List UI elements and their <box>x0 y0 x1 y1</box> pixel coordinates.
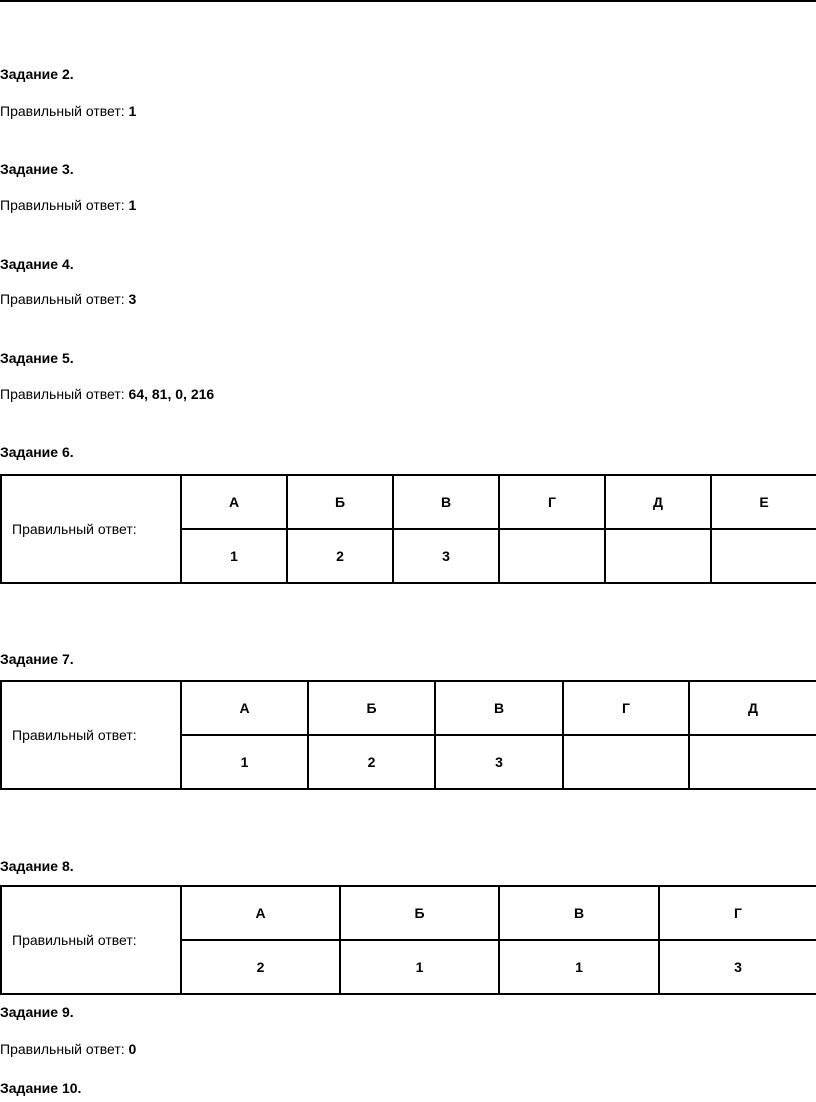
column-header: Б <box>287 475 393 529</box>
answer-label: Правильный ответ: <box>0 291 129 307</box>
task-2-heading: Задание 2. <box>0 66 74 82</box>
column-header: Д <box>605 475 711 529</box>
column-header: В <box>435 681 563 735</box>
task-6-heading: Задание 6. <box>0 444 74 460</box>
task-9-answer <box>0 1041 136 1057</box>
task-8-heading: Задание 8. <box>0 858 74 874</box>
answer-label: Правильный ответ: <box>0 1041 129 1057</box>
answer-cell: 1 <box>181 735 308 789</box>
answer-cell: 1 <box>499 940 659 994</box>
task-2-answer <box>0 103 136 119</box>
table-row <box>1 681 816 735</box>
table-row <box>1 886 816 940</box>
answer-cell <box>711 529 816 583</box>
answer-label: Правильный ответ: <box>0 386 129 402</box>
task-4-heading: Задание 4. <box>0 256 74 272</box>
column-header: Б <box>340 886 499 940</box>
answer-cell: 1 <box>340 940 499 994</box>
task-10-heading: Задание 10. <box>0 1080 82 1096</box>
answer-cell: 2 <box>181 940 340 994</box>
column-header: Б <box>308 681 435 735</box>
answer-cell <box>499 529 605 583</box>
top-rule <box>0 0 816 2</box>
table-label: Правильный ответ: <box>1 681 181 789</box>
task-8-answer-table <box>0 885 816 995</box>
table-row <box>1 475 816 529</box>
task-7-heading: Задание 7. <box>0 651 74 667</box>
answer-value: 0 <box>128 1041 137 1057</box>
task-6-answer-table <box>0 474 816 584</box>
table-label: Правильный ответ: <box>1 475 181 583</box>
column-header: Г <box>659 886 816 940</box>
answer-cell <box>563 735 689 789</box>
column-header: А <box>181 681 308 735</box>
task-3-answer <box>0 197 136 213</box>
column-header: А <box>181 475 287 529</box>
answer-cell <box>605 529 711 583</box>
task-7-answer-table <box>0 680 816 790</box>
answer-cell <box>689 735 816 789</box>
answer-label: Правильный ответ: <box>0 197 129 213</box>
column-header: Д <box>689 681 816 735</box>
task-4-answer <box>0 291 136 307</box>
task-3-heading: Задание 3. <box>0 161 74 177</box>
answer-value: 3 <box>128 291 137 307</box>
answer-cell: 3 <box>435 735 563 789</box>
answer-label: Правильный ответ: <box>0 103 129 119</box>
answer-value: 1 <box>128 103 137 119</box>
column-header: А <box>181 886 340 940</box>
column-header: В <box>499 886 659 940</box>
answer-value: 64, 81, 0, 216 <box>128 386 215 402</box>
task-5-heading: Задание 5. <box>0 350 74 366</box>
answer-cell: 3 <box>393 529 499 583</box>
answer-cell: 2 <box>287 529 393 583</box>
table-label: Правильный ответ: <box>1 886 181 994</box>
answer-cell: 3 <box>659 940 816 994</box>
task-9-heading: Задание 9. <box>0 1004 74 1020</box>
task-5-answer <box>0 386 214 402</box>
answer-value: 1 <box>128 197 137 213</box>
column-header: В <box>393 475 499 529</box>
answer-cell: 2 <box>308 735 435 789</box>
column-header: Е <box>711 475 816 529</box>
answer-cell: 1 <box>181 529 287 583</box>
column-header: Г <box>563 681 689 735</box>
column-header: Г <box>499 475 605 529</box>
